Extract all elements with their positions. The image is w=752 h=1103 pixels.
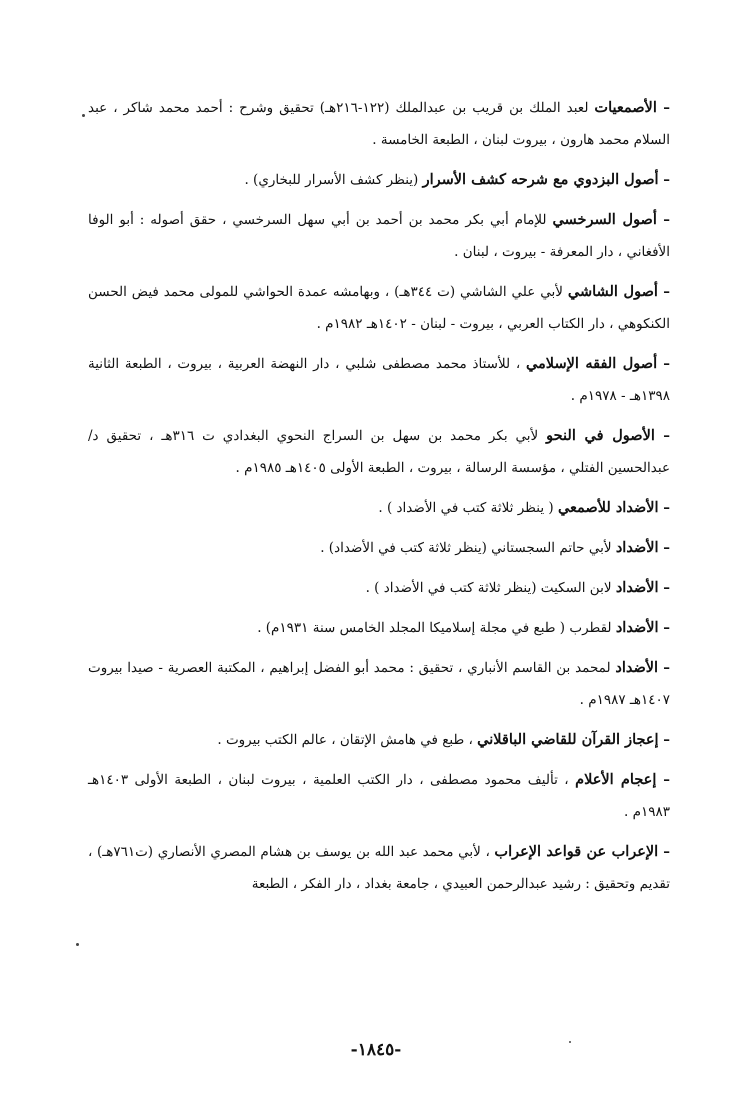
scan-speck: [76, 943, 79, 946]
entry-description: لعبد الملك بن قريب بن عبدالملك (١٢٢-٢١٦هـ) تحقيق وشرح : أحمد محمد شاكر ، عبد السلام محمد هارون ، بيروت لبنان ، الطبعة الخامسة .: [88, 100, 670, 148]
entry-title: إعجام الأعلام: [575, 771, 657, 788]
bibliography-entry: – أصول الفقه الإسلامي ، للأستاذ محمد مصطفى شلبي ، دار النهضة العربية ، بيروت ، الطبعة الثانية ١٣٩٨هـ - ١٩٧٨م .: [88, 355, 670, 404]
entry-description: لقطرب ( طبع في مجلة إسلاميكا المجلد الخامس سنة ١٩٣١م) .: [257, 620, 616, 636]
entry-description: لأبي علي الشاشي (ت ٣٤٤هـ) ، وبهامشه عمدة الحواشي للمولى محمد فيض الحسن الكنكوهي ، دار الكتاب العربي ، بيروت - لبنان - ١٤٠٢هـ ١٩٨٢م .: [88, 284, 670, 332]
entry-title: الأضداد: [615, 659, 659, 676]
entry-title: أصول البزدوي مع شرحه كشف الأسرار: [422, 171, 659, 188]
entry-title: الأصمعيات: [594, 99, 657, 116]
entry-description: (ينظر كشف الأسرار للبخاري) .: [244, 172, 423, 188]
entry-description: ( ينظر ثلاثة كتب في الأضداد ) .: [378, 500, 558, 516]
entry-title: الإعراب عن قواعد الإعراب: [494, 843, 659, 860]
entry-description: ، تأليف محمود مصطفى ، دار الكتب العلمية ، بيروت لبنان ، الطبعة الأولى ١٤٠٣هـ ١٩٨٣م .: [88, 772, 670, 820]
entry-title: أصول الفقه الإسلامي: [525, 355, 658, 372]
bibliography-entry: – الأصول في النحو لأبي بكر محمد بن سهل بن السراج النحوي البغدادي ت ٣١٦هـ ، تحقيق د/عبدالحسين الفتلي ، مؤسسة الرسالة ، بيروت ، الطبعة الأولى ١٤٠٥هـ ١٩٨٥م .: [88, 427, 670, 476]
entry-title: الأضداد: [615, 539, 659, 556]
bibliography-entry: – الأصمعيات لعبد الملك بن قريب بن عبدالملك (١٢٢-٢١٦هـ) تحقيق وشرح : أحمد محمد شاكر ، عبد السلام محمد هارون ، بيروت لبنان ، الطبعة الخامسة .: [88, 99, 671, 148]
bibliography-entry: – إعجام الأعلام ، تأليف محمود مصطفى ، دار الكتب العلمية ، بيروت لبنان ، الطبعة الأولى ١٤٠٣هـ ١٩٨٣م .: [88, 771, 670, 820]
bibliography-entry: – أصول البزدوي مع شرحه كشف الأسرار (ينظر كشف الأسرار للبخاري) .: [244, 171, 670, 188]
entry-description: ، للأستاذ محمد مصطفى شلبي ، دار النهضة العربية ، بيروت ، الطبعة الثانية ١٣٩٨هـ - ١٩٧٨م .: [88, 356, 670, 404]
entry-description: للإمام أبي بكر محمد بن أحمد بن أبي سهل السرخسي ، حقق أصوله : أبو الوفا الأفغاني ، دار المعرفة - بيروت ، لبنان .: [88, 212, 670, 260]
entry-description: ، طبع في هامش الإتقان ، عالم الكتب بيروت .: [217, 732, 478, 748]
bibliography-entry: – إعجاز القرآن للقاضي الباقلاني ، طبع في هامش الإتقان ، عالم الكتب بيروت .: [217, 731, 670, 748]
entry-title: الأصول في النحو: [546, 427, 655, 444]
scan-speck: [82, 114, 85, 117]
bibliography-entry: – الإعراب عن قواعد الإعراب ، لأبي محمد عبد الله بن يوسف بن هشام المصري الأنصاري (ت٧٦١هـ) ، تقديم وتحقيق : رشيد عبدالرحمن العبيدي ، جامعة بغداد ، دار الفكر ، الطبعة: [88, 843, 670, 892]
bibliography-entry: – الأضداد لمحمد بن القاسم الأنباري ، تحقيق : محمد أبو الفضل إبراهيم ، المكتبة العصرية - صيدا بيروت ١٤٠٧هـ ١٩٨٧م .: [88, 659, 671, 708]
bibliography-entry: – الأضداد لأبي حاتم السجستاني (ينظر ثلاثة كتب في الأضداد) .: [320, 539, 670, 556]
page-number: -١٨٤٥-: [350, 1040, 402, 1060]
entry-title: الأضداد للأصمعي: [557, 499, 659, 516]
entry-description: ، لأبي محمد عبد الله بن يوسف بن هشام المصري الأنصاري (ت٧٦١هـ) ، تقديم وتحقيق : رشيد عبدالرحمن العبيدي ، جامعة بغداد ، دار الفكر ، الطبعة: [88, 844, 670, 892]
bibliography-entry: – أصول الشاشي لأبي علي الشاشي (ت ٣٤٤هـ) ، وبهامشه عمدة الحواشي للمولى محمد فيض الحسن الكنكوهي ، دار الكتاب العربي ، بيروت - لبنان - ١٤٠٢هـ ١٩٨٢م .: [88, 283, 671, 332]
entry-title: أصول الشاشي: [567, 283, 658, 300]
entry-description: لمحمد بن القاسم الأنباري ، تحقيق : محمد أبو الفضل إبراهيم ، المكتبة العصرية - صيدا بيروت ١٤٠٧هـ ١٩٨٧م .: [88, 660, 670, 708]
entry-title: أصول السرخسي: [552, 211, 657, 228]
entry-title: الأضداد: [615, 579, 659, 596]
scan-speck: [569, 1041, 571, 1043]
entry-description: لابن السكيت (ينظر ثلاثة كتب في الأضداد ) .: [365, 580, 616, 596]
entry-title: إعجاز القرآن للقاضي الباقلاني: [477, 731, 659, 748]
entry-description: لأبي حاتم السجستاني (ينظر ثلاثة كتب في الأضداد) .: [320, 540, 616, 556]
entry-description: لأبي بكر محمد بن سهل بن السراج النحوي البغدادي ت ٣١٦هـ ، تحقيق د/عبدالحسين الفتلي ، مؤسسة الرسالة ، بيروت ، الطبعة الأولى ١٤٠٥هـ ١٩٨٥م .: [88, 428, 670, 476]
bibliography-entry: – الأضداد للأصمعي ( ينظر ثلاثة كتب في الأضداد ) .: [378, 499, 670, 516]
bibliography-entry: – أصول السرخسي للإمام أبي بكر محمد بن أحمد بن أبي سهل السرخسي ، حقق أصوله : أبو الوفا الأفغاني ، دار المعرفة - بيروت ، لبنان .: [88, 211, 671, 260]
bibliography-entry: – الأضداد لقطرب ( طبع في مجلة إسلاميكا المجلد الخامس سنة ١٩٣١م) .: [257, 619, 670, 636]
bibliography-entry: – الأضداد لابن السكيت (ينظر ثلاثة كتب في الأضداد ) .: [365, 579, 670, 596]
bibliography-list: [88, 92, 670, 900]
entry-title: الأضداد: [615, 619, 659, 636]
